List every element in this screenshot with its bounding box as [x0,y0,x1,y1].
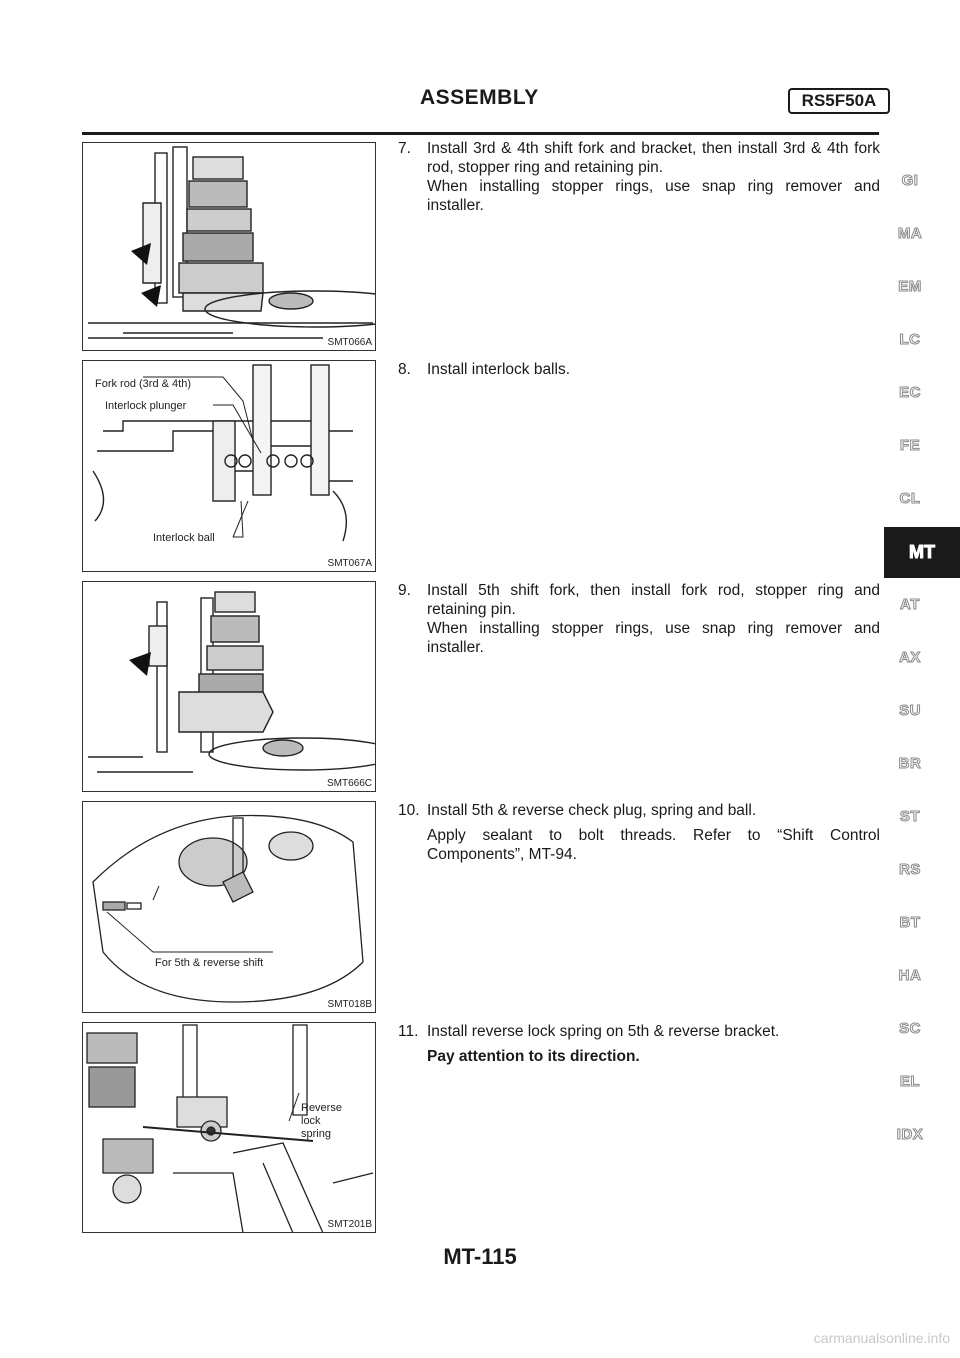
figure-code: SMT666C [326,778,372,789]
check-plug-illustration [83,802,376,1013]
step-number: 9. [398,582,411,599]
step-9 [398,581,880,657]
step-note: Apply sealant to bolt threads. Refer to “Shift Control Components”, MT-94. [427,827,880,863]
figure-smt666c [82,581,376,792]
step-note: When installing stopper rings, use snap ring remover and installer. [427,620,880,656]
tab-bt[interactable]: BT [899,914,921,931]
tab-sc[interactable]: SC [899,1020,921,1037]
step-text: Install 3rd & 4th shift fork and bracket, then install 3rd & 4th fork rod, stopper ring and retaining pin. [427,140,880,176]
tab-st[interactable]: ST [899,808,921,825]
header-divider [82,132,879,135]
gear-assembly-illustration [83,143,376,351]
tab-cl[interactable]: CL [899,490,921,507]
figure-code: SMT018B [327,999,372,1010]
tab-ec[interactable]: EC [899,384,921,401]
tab-em[interactable]: EM [898,278,922,295]
tab-lc[interactable]: LC [899,331,921,348]
figure-code: SMT067A [327,558,372,569]
tab-rs[interactable]: RS [899,861,921,878]
step-note: Pay attention to its direction. [427,1048,640,1065]
tab-gi[interactable]: GI [901,172,919,189]
tab-ha[interactable]: HA [898,967,922,984]
callout-fork-rod: Fork rod (3rd & 4th) [95,378,191,390]
tab-su[interactable]: SU [899,702,921,719]
reverse-lock-spring-illustration [83,1023,376,1233]
step-text: Install 5th & reverse check plug, spring and ball. [427,802,757,819]
callout-fifth-reverse-shift: For 5th & reverse shift [155,957,264,969]
callout-reverse: Reverse [301,1102,342,1114]
interlock-cross-section-illustration [83,361,376,572]
callout-interlock-ball: Interlock ball [153,532,215,544]
step-number: 10. [398,802,420,819]
tab-at[interactable]: AT [900,596,920,613]
figure-smt018b [82,801,376,1013]
step-7 [398,139,880,215]
step-11 [398,1022,880,1066]
tab-mt-active[interactable]: MT [884,527,960,578]
tab-ma[interactable]: MA [897,225,923,242]
tab-idx[interactable]: IDX [896,1126,924,1143]
model-badge: RS5F50A [788,88,890,114]
watermark: carmanualsonline.info [813,1330,950,1346]
step-note: When installing stopper rings, use snap ring remover and installer. [427,178,880,214]
tab-ax[interactable]: AX [899,649,921,666]
page-number: MT-115 [443,1244,517,1269]
callout-spring: spring [301,1128,331,1140]
tab-br[interactable]: BR [898,755,922,772]
step-number: 11. [398,1023,419,1040]
figure-code: SMT201B [327,1219,372,1230]
section-title: ASSEMBLY [420,86,539,109]
step-number: 8. [398,361,411,378]
tab-el[interactable]: EL [899,1073,921,1090]
step-text: Install 5th shift fork, then install fork rod, stopper ring and retaining pin. [427,582,880,618]
callout-interlock-plunger: Interlock plunger [105,400,187,412]
step-8 [398,360,880,379]
fifth-shift-fork-illustration [83,582,376,792]
step-text: Install interlock balls. [427,361,571,378]
figure-smt066a [82,142,376,351]
figure-code: SMT066A [327,337,372,348]
step-text: Install reverse lock spring on 5th & reverse bracket. [427,1023,780,1040]
callout-lock: lock [301,1115,321,1127]
tab-fe[interactable]: FE [899,437,921,454]
figure-smt201b [82,1022,376,1233]
step-10 [398,801,880,864]
figure-smt067a [82,360,376,572]
step-number: 7. [398,140,411,157]
